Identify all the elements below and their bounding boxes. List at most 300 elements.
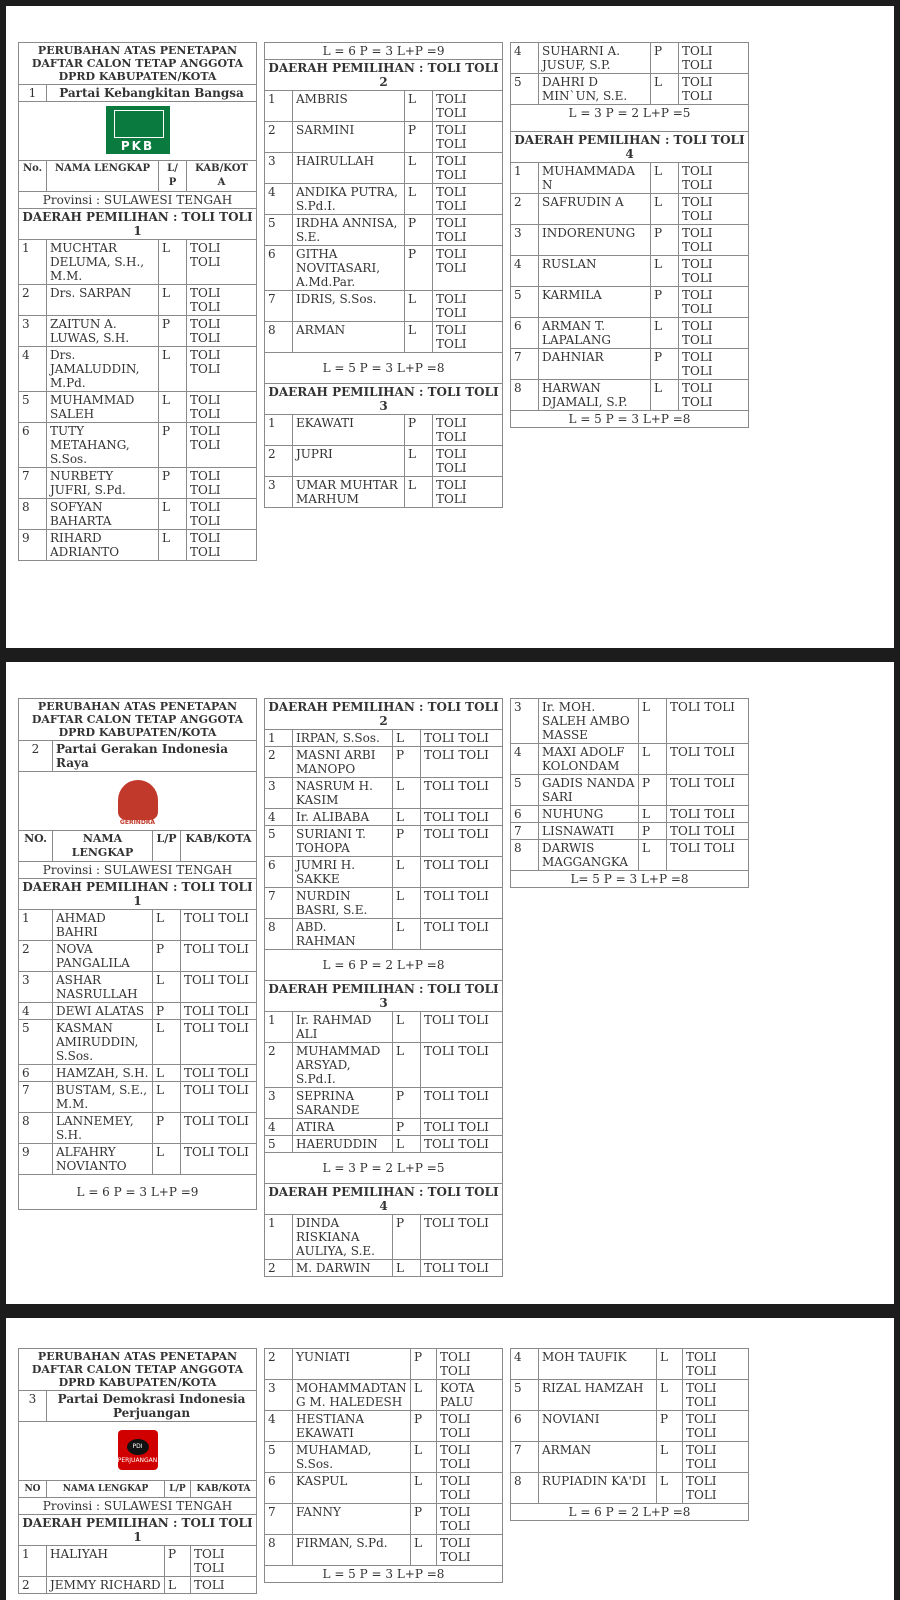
candidate-row bbox=[19, 1577, 257, 1594]
candidate-name: ARMAN T. LAPALANG bbox=[539, 318, 651, 349]
candidate-name: UMAR MUHTAR MARHUM bbox=[293, 477, 405, 508]
candidate-row bbox=[511, 74, 749, 105]
candidate-row bbox=[511, 840, 749, 871]
candidate-kab: TOLI TOLI bbox=[421, 778, 503, 809]
candidate-lp: L bbox=[405, 91, 433, 122]
candidate-row bbox=[265, 477, 503, 508]
candidate-lp: P bbox=[411, 1349, 437, 1380]
candidate-name: MUHAMMADA N bbox=[539, 163, 651, 194]
gerindra-doc-title: PERUBAHAN ATAS PENETAPAN DAFTAR CALON TETAP ANGGOTA DPRD KABUPATEN/KOTA bbox=[19, 699, 257, 741]
candidate-name: NASRUM H. KASIM bbox=[293, 778, 393, 809]
candidate-kab: TOLI TOLI bbox=[181, 941, 257, 972]
candidate-name: NURDIN BASRI, S.E. bbox=[293, 888, 393, 919]
col-lp-header: L/P bbox=[165, 1481, 191, 1498]
candidate-no: 5 bbox=[511, 775, 539, 806]
candidate-no: 6 bbox=[511, 318, 539, 349]
candidate-lp: L bbox=[405, 446, 433, 477]
candidate-no: 5 bbox=[511, 1380, 539, 1411]
candidate-name: KASPUL bbox=[293, 1473, 411, 1504]
candidate-name: Drs. JAMALUDDIN, M.Pd. bbox=[47, 347, 159, 392]
candidate-row bbox=[19, 941, 257, 972]
candidate-no: 2 bbox=[265, 1043, 293, 1088]
candidate-lp: P bbox=[393, 1088, 421, 1119]
candidate-name: ASHAR NASRULLAH bbox=[53, 972, 153, 1003]
candidate-no: 7 bbox=[265, 1504, 293, 1535]
candidate-row bbox=[511, 699, 749, 744]
candidate-no: 7 bbox=[511, 823, 539, 840]
candidate-no: 4 bbox=[511, 744, 539, 775]
candidate-lp: L bbox=[159, 530, 187, 561]
candidate-no: 7 bbox=[511, 1442, 539, 1473]
dapil-2-header: DAERAH PEMILIHAN : TOLI TOLI 2 bbox=[265, 60, 503, 91]
candidate-name: NOVIANI bbox=[539, 1411, 657, 1442]
candidate-no: 4 bbox=[511, 1349, 539, 1380]
candidate-no: 4 bbox=[19, 347, 47, 392]
candidate-row bbox=[511, 225, 749, 256]
candidate-no: 8 bbox=[511, 1473, 539, 1504]
candidate-no: 8 bbox=[511, 380, 539, 411]
candidate-no: 4 bbox=[19, 1003, 53, 1020]
candidate-row bbox=[511, 43, 749, 74]
candidate-lp: P bbox=[651, 287, 679, 318]
pkb-formula-dapil1: L = 6 P = 3 L+P =9 bbox=[265, 43, 503, 60]
candidate-row bbox=[19, 1020, 257, 1065]
candidate-name: ANDIKA PUTRA, S.Pd.I. bbox=[293, 184, 405, 215]
candidate-kab: TOLI TOLI bbox=[187, 423, 257, 468]
candidate-lp: P bbox=[159, 316, 187, 347]
candidate-lp: P bbox=[159, 423, 187, 468]
candidate-no: 4 bbox=[265, 1119, 293, 1136]
candidate-name: M. DARWIN bbox=[293, 1260, 393, 1277]
candidate-name: MOHAMMADTANG M. HALEDESH bbox=[293, 1380, 411, 1411]
candidate-name: YUNIATI bbox=[293, 1349, 411, 1380]
candidate-no: 5 bbox=[511, 74, 539, 105]
col-name-header: NAMA LENGKAP bbox=[47, 161, 159, 192]
candidate-kab: TOLI TOLI bbox=[437, 1504, 503, 1535]
candidate-row bbox=[265, 122, 503, 153]
candidate-name: ALFAHRY NOVIANTO bbox=[53, 1144, 153, 1175]
candidate-row bbox=[511, 744, 749, 775]
candidate-row bbox=[265, 1119, 503, 1136]
candidate-kab: TOLI TOLI bbox=[433, 322, 503, 353]
candidate-row bbox=[19, 499, 257, 530]
col-name-header: NAMA LENGKAP bbox=[47, 1481, 165, 1498]
pdip-party-name: Partai Demokrasi Indonesia Perjuangan bbox=[47, 1391, 257, 1422]
candidate-no: 2 bbox=[265, 122, 293, 153]
candidate-row bbox=[265, 1012, 503, 1043]
candidate-kab: TOLI TOLI bbox=[421, 809, 503, 826]
candidate-lp: L bbox=[657, 1442, 683, 1473]
dapil-4-header: DAERAH PEMILIHAN : TOLI TOLI 4 bbox=[511, 132, 749, 163]
candidate-lp: L bbox=[651, 256, 679, 287]
pkb-formula-dapil4: L = 5 P = 3 L+P =8 bbox=[511, 411, 749, 428]
candidate-no: 3 bbox=[19, 972, 53, 1003]
candidate-row bbox=[265, 826, 503, 857]
candidate-name: LISNAWATI bbox=[539, 823, 639, 840]
pdip-formula-col3: L = 6 P = 2 L+P =8 bbox=[511, 1504, 749, 1521]
candidate-name: ARMAN bbox=[539, 1442, 657, 1473]
candidate-kab: TOLI TOLI bbox=[679, 74, 749, 105]
candidate-name: SARMINI bbox=[293, 122, 405, 153]
candidate-row bbox=[265, 415, 503, 446]
candidate-lp: P bbox=[657, 1411, 683, 1442]
candidate-lp: P bbox=[651, 225, 679, 256]
candidate-kab: TOLI TOLI bbox=[437, 1442, 503, 1473]
pkb-party-name: Partai Kebangkitan Bangsa bbox=[47, 85, 257, 102]
candidate-lp: L bbox=[651, 318, 679, 349]
candidate-kab: TOLI TOLI bbox=[437, 1349, 503, 1380]
candidate-lp: L bbox=[393, 809, 421, 826]
pkb-formula-dapil2: L = 5 P = 3 L+P =8 bbox=[265, 353, 503, 384]
candidate-row bbox=[511, 1349, 749, 1380]
candidate-name: HAMZAH, S.H. bbox=[53, 1065, 153, 1082]
candidate-row bbox=[265, 747, 503, 778]
candidate-name: JEMMY RICHARD bbox=[47, 1577, 165, 1594]
candidate-no: 7 bbox=[265, 291, 293, 322]
candidate-no: 7 bbox=[511, 349, 539, 380]
candidate-kab: TOLI TOLI bbox=[683, 1473, 749, 1504]
candidate-row bbox=[265, 857, 503, 888]
candidate-kab: TOLI TOLI bbox=[433, 246, 503, 291]
candidate-lp: L bbox=[393, 857, 421, 888]
provinsi-label: Provinsi : SULAWESI TENGAH bbox=[19, 862, 257, 879]
candidate-lp: L bbox=[159, 285, 187, 316]
candidate-lp: L bbox=[411, 1442, 437, 1473]
candidate-no: 9 bbox=[19, 530, 47, 561]
candidate-no: 7 bbox=[265, 888, 293, 919]
candidate-row bbox=[19, 240, 257, 285]
candidate-kab: TOLI TOLI bbox=[181, 1003, 257, 1020]
candidate-kab: TOLI TOLI bbox=[187, 240, 257, 285]
candidate-name: FANNY bbox=[293, 1504, 411, 1535]
candidate-kab: TOLI TOLI bbox=[433, 184, 503, 215]
candidate-kab: TOLI TOLI bbox=[433, 291, 503, 322]
candidate-no: 6 bbox=[19, 423, 47, 468]
candidate-lp: L bbox=[153, 1020, 181, 1065]
candidate-name: DARWIS MAGGANGKA bbox=[539, 840, 639, 871]
candidate-lp: L bbox=[159, 240, 187, 285]
candidate-no: 2 bbox=[265, 1349, 293, 1380]
candidate-row bbox=[511, 256, 749, 287]
candidate-lp: P bbox=[405, 246, 433, 291]
candidate-row bbox=[19, 1113, 257, 1144]
candidate-no: 5 bbox=[265, 1442, 293, 1473]
candidate-row bbox=[265, 1411, 503, 1442]
gerindra-formula-dapil4: L= 5 P = 3 L+P =8 bbox=[511, 871, 749, 888]
candidate-name: MASNI ARBI MANOPO bbox=[293, 747, 393, 778]
pdip-table-col3 bbox=[510, 1348, 749, 1521]
candidate-row bbox=[511, 318, 749, 349]
candidate-lp: P bbox=[639, 823, 667, 840]
candidate-lp: L bbox=[153, 1065, 181, 1082]
candidate-name: MUHAMMAD SALEH bbox=[47, 392, 159, 423]
candidate-name: LANNEMEY, S.H. bbox=[53, 1113, 153, 1144]
candidate-name: FIRMAN, S.Pd. bbox=[293, 1535, 411, 1566]
candidate-kab: TOLI TOLI bbox=[679, 349, 749, 380]
candidate-name: NUHUNG bbox=[539, 806, 639, 823]
candidate-row bbox=[19, 468, 257, 499]
candidate-lp: L bbox=[639, 744, 667, 775]
candidate-lp: L bbox=[411, 1535, 437, 1566]
candidate-kab: TOLI TOLI bbox=[181, 1065, 257, 1082]
candidate-row bbox=[511, 287, 749, 318]
candidate-name: INDORENUNG bbox=[539, 225, 651, 256]
pdip-formula-col2: L = 5 P = 3 L+P =8 bbox=[265, 1566, 503, 1583]
candidate-no: 5 bbox=[265, 826, 293, 857]
candidate-no: 4 bbox=[511, 256, 539, 287]
candidate-row bbox=[265, 888, 503, 919]
candidate-name: DINDA RISKIANA AULIYA, S.E. bbox=[293, 1215, 393, 1260]
candidate-kab: TOLI TOLI bbox=[421, 1119, 503, 1136]
candidate-kab: TOLI TOLI bbox=[187, 499, 257, 530]
candidate-name: IRPAN, S.Sos. bbox=[293, 730, 393, 747]
candidate-row bbox=[511, 1380, 749, 1411]
candidate-no: 4 bbox=[265, 1411, 293, 1442]
candidate-no: 2 bbox=[19, 1577, 47, 1594]
col-no-header: No. bbox=[19, 161, 47, 192]
candidate-kab: TOLI TOLI bbox=[421, 888, 503, 919]
candidate-kab: TOLI TOLI bbox=[437, 1411, 503, 1442]
candidate-name: AMBRIS bbox=[293, 91, 405, 122]
candidate-name: Ir. MOH. SALEH AMBO MASSE bbox=[539, 699, 639, 744]
candidate-lp: L bbox=[153, 972, 181, 1003]
dapil-4-header: DAERAH PEMILIHAN : TOLI TOLI 4 bbox=[265, 1184, 503, 1215]
candidate-no: 8 bbox=[511, 840, 539, 871]
candidate-lp: L bbox=[159, 499, 187, 530]
candidate-name: TUTY METAHANG, S.Sos. bbox=[47, 423, 159, 468]
candidate-lp: P bbox=[153, 941, 181, 972]
candidate-no: 8 bbox=[19, 499, 47, 530]
candidate-lp: P bbox=[393, 747, 421, 778]
candidate-kab: TOLI TOLI bbox=[421, 857, 503, 888]
candidate-lp: L bbox=[639, 699, 667, 744]
candidate-lp: L bbox=[393, 778, 421, 809]
candidate-lp: P bbox=[153, 1113, 181, 1144]
candidate-lp: P bbox=[159, 468, 187, 499]
candidate-no: 9 bbox=[19, 1144, 53, 1175]
candidate-lp: L bbox=[639, 840, 667, 871]
candidate-row bbox=[511, 1442, 749, 1473]
candidate-kab: KOTA PALU bbox=[437, 1380, 503, 1411]
garuda-logo-icon: GERINDRA bbox=[118, 780, 158, 820]
col-lp-header: L/P bbox=[153, 831, 181, 862]
candidate-kab: TOLI TOLI bbox=[667, 806, 749, 823]
candidate-kab: TOLI TOLI bbox=[181, 910, 257, 941]
candidate-name: RIZAL HAMZAH bbox=[539, 1380, 657, 1411]
candidate-no: 1 bbox=[265, 91, 293, 122]
candidate-row bbox=[265, 1442, 503, 1473]
candidate-kab: TOLI TOLI bbox=[421, 919, 503, 950]
candidate-name: JUPRI bbox=[293, 446, 405, 477]
dapil-1-header: DAERAH PEMILIHAN : TOLI TOLI 1 bbox=[19, 879, 257, 910]
candidate-kab: TOLI TOLI bbox=[679, 380, 749, 411]
candidate-kab: TOLI TOLI bbox=[187, 468, 257, 499]
gerindra-formula-dapil2: L = 6 P = 2 L+P =8 bbox=[265, 950, 503, 981]
candidate-lp: L bbox=[393, 1136, 421, 1153]
candidate-lp: L bbox=[393, 730, 421, 747]
candidate-row bbox=[511, 1411, 749, 1442]
pkb-logo-cell bbox=[19, 102, 257, 161]
candidate-kab: TOLI TOLI bbox=[683, 1442, 749, 1473]
candidate-no: 2 bbox=[19, 941, 53, 972]
col-name-header: NAMA LENGKAP bbox=[53, 831, 153, 862]
candidate-row bbox=[265, 1349, 503, 1380]
candidate-lp: L bbox=[393, 1012, 421, 1043]
candidate-name: Ir. RAHMAD ALI bbox=[293, 1012, 393, 1043]
candidate-name: KASMAN AMIRUDDIN, S.Sos. bbox=[53, 1020, 153, 1065]
candidate-kab: TOLI TOLI bbox=[421, 1136, 503, 1153]
gerindra-table-dapil1 bbox=[18, 698, 257, 1210]
candidate-lp: L bbox=[651, 380, 679, 411]
candidate-name: NOVA PANGALILA bbox=[53, 941, 153, 972]
candidate-lp: L bbox=[153, 1082, 181, 1113]
candidate-kab: TOLI TOLI bbox=[433, 153, 503, 184]
pdip-table-col2 bbox=[264, 1348, 503, 1583]
candidate-row bbox=[511, 163, 749, 194]
candidate-lp: L bbox=[393, 919, 421, 950]
candidate-row bbox=[511, 823, 749, 840]
candidate-lp: L bbox=[411, 1473, 437, 1504]
candidate-name: RUPIADIN KA'DI bbox=[539, 1473, 657, 1504]
candidate-no: 7 bbox=[19, 468, 47, 499]
pkb-table-dapil2-3 bbox=[264, 42, 503, 508]
col-no-header: NO bbox=[19, 1481, 47, 1498]
candidate-row bbox=[265, 1473, 503, 1504]
candidate-lp: L bbox=[657, 1380, 683, 1411]
candidate-lp: L bbox=[405, 322, 433, 353]
candidate-kab: TOLI TOLI bbox=[187, 316, 257, 347]
candidate-row bbox=[511, 1473, 749, 1504]
candidate-row bbox=[265, 1215, 503, 1260]
candidate-kab: TOLI TOLI bbox=[433, 215, 503, 246]
candidate-kab: TOLI TOLI bbox=[433, 477, 503, 508]
candidate-name: MUCHTAR DELUMA, S.H., M.M. bbox=[47, 240, 159, 285]
gerindra-formula-dapil3: L = 3 P = 2 L+P =5 bbox=[265, 1153, 503, 1184]
candidate-lp: P bbox=[393, 1119, 421, 1136]
candidate-no: 8 bbox=[265, 919, 293, 950]
candidate-row bbox=[265, 919, 503, 950]
candidate-kab: TOLI TOLI bbox=[421, 1012, 503, 1043]
candidate-name: ABD. RAHMAN bbox=[293, 919, 393, 950]
candidate-no: 8 bbox=[265, 1535, 293, 1566]
candidate-lp: L bbox=[159, 347, 187, 392]
candidate-name: HARWAN DJAMALI, S.P. bbox=[539, 380, 651, 411]
candidate-name: JUMRI H. SAKKE bbox=[293, 857, 393, 888]
candidate-row bbox=[19, 285, 257, 316]
gerindra-table-dapil4-cont bbox=[510, 698, 749, 888]
dapil-1-header: DAERAH PEMILIHAN : TOLI TOLI 1 bbox=[19, 1515, 257, 1546]
gerindra-party-number: 2 bbox=[19, 741, 53, 772]
candidate-no: 1 bbox=[19, 1546, 47, 1577]
candidate-name: MOH TAUFIK bbox=[539, 1349, 657, 1380]
candidate-kab: TOLI TOLI bbox=[679, 287, 749, 318]
pkb-formula-dapil3: L = 3 P = 2 L+P =5 bbox=[511, 105, 749, 132]
candidate-kab: TOLI TOLI bbox=[679, 194, 749, 225]
candidate-lp: L bbox=[405, 184, 433, 215]
candidate-kab: TOLI TOLI bbox=[187, 392, 257, 423]
candidate-kab: TOLI TOLI bbox=[421, 730, 503, 747]
candidate-no: 3 bbox=[19, 316, 47, 347]
candidate-row bbox=[19, 1003, 257, 1020]
candidate-row bbox=[265, 215, 503, 246]
candidate-no: 1 bbox=[265, 730, 293, 747]
candidate-kab: TOLI TOLI bbox=[187, 347, 257, 392]
candidate-name: Ir. ALIBABA bbox=[293, 809, 393, 826]
candidate-no: 5 bbox=[19, 1020, 53, 1065]
dapil-3-header: DAERAH PEMILIHAN : TOLI TOLI 3 bbox=[265, 384, 503, 415]
candidate-row bbox=[19, 1065, 257, 1082]
panel-pkb bbox=[6, 6, 894, 648]
candidate-kab: TOLI TOLI bbox=[683, 1349, 749, 1380]
candidate-name: NURBETY JUFRI, S.Pd. bbox=[47, 468, 159, 499]
candidate-name: RUSLAN bbox=[539, 256, 651, 287]
candidate-row bbox=[511, 380, 749, 411]
candidate-name: HAIRULLAH bbox=[293, 153, 405, 184]
candidate-lp: L bbox=[411, 1380, 437, 1411]
candidate-row bbox=[19, 530, 257, 561]
candidate-name: IRDHA ANNISA, S.E. bbox=[293, 215, 405, 246]
candidate-kab: TOLI TOLI bbox=[667, 699, 749, 744]
candidate-row bbox=[19, 423, 257, 468]
candidate-row bbox=[265, 778, 503, 809]
pkb-table-dapil1 bbox=[18, 42, 257, 561]
candidate-kab: TOLI TOLI bbox=[679, 43, 749, 74]
candidate-lp: L bbox=[405, 291, 433, 322]
candidate-kab: TOLI TOLI bbox=[433, 91, 503, 122]
candidate-name: ARMAN bbox=[293, 322, 405, 353]
candidate-row bbox=[265, 1535, 503, 1566]
candidate-no: 1 bbox=[511, 163, 539, 194]
candidate-row bbox=[265, 1088, 503, 1119]
pdip-logo-cell bbox=[19, 1422, 257, 1481]
candidate-lp: L bbox=[657, 1349, 683, 1380]
candidate-kab: TOLI TOLI bbox=[421, 1215, 503, 1260]
candidate-row bbox=[19, 316, 257, 347]
candidate-kab: TOLI TOLI bbox=[433, 415, 503, 446]
candidate-no: 6 bbox=[265, 1473, 293, 1504]
candidate-row bbox=[265, 1136, 503, 1153]
candidate-no: 8 bbox=[265, 322, 293, 353]
candidate-no: 1 bbox=[265, 1215, 293, 1260]
candidate-lp: L bbox=[393, 1043, 421, 1088]
candidate-no: 6 bbox=[19, 1065, 53, 1082]
gerindra-formula-dapil1: L = 6 P = 3 L+P =9 bbox=[19, 1175, 257, 1210]
candidate-no: 3 bbox=[511, 225, 539, 256]
candidate-row bbox=[511, 775, 749, 806]
candidate-lp: L bbox=[639, 806, 667, 823]
candidate-kab: TOLI TOLI bbox=[667, 840, 749, 871]
candidate-kab: TOLI TOLI bbox=[421, 1088, 503, 1119]
candidate-lp: P bbox=[411, 1504, 437, 1535]
candidate-lp: L bbox=[651, 163, 679, 194]
candidate-lp: L bbox=[159, 392, 187, 423]
candidate-no: 1 bbox=[19, 240, 47, 285]
candidate-kab: TOLI TOLI bbox=[667, 775, 749, 806]
candidate-no: 2 bbox=[511, 194, 539, 225]
candidate-name: DAHRI D MIN`UN, S.E. bbox=[539, 74, 651, 105]
candidate-name: HALIYAH bbox=[47, 1546, 165, 1577]
candidate-name: HESTIANA EKAWATI bbox=[293, 1411, 411, 1442]
candidate-lp: P bbox=[651, 43, 679, 74]
candidate-no: 2 bbox=[265, 1260, 293, 1277]
candidate-kab: TOLI TOLI bbox=[433, 122, 503, 153]
candidate-row bbox=[265, 322, 503, 353]
candidate-no: 7 bbox=[19, 1082, 53, 1113]
candidate-row bbox=[265, 1043, 503, 1088]
candidate-row bbox=[265, 1380, 503, 1411]
candidate-no: 3 bbox=[511, 699, 539, 744]
candidate-lp: P bbox=[393, 1215, 421, 1260]
